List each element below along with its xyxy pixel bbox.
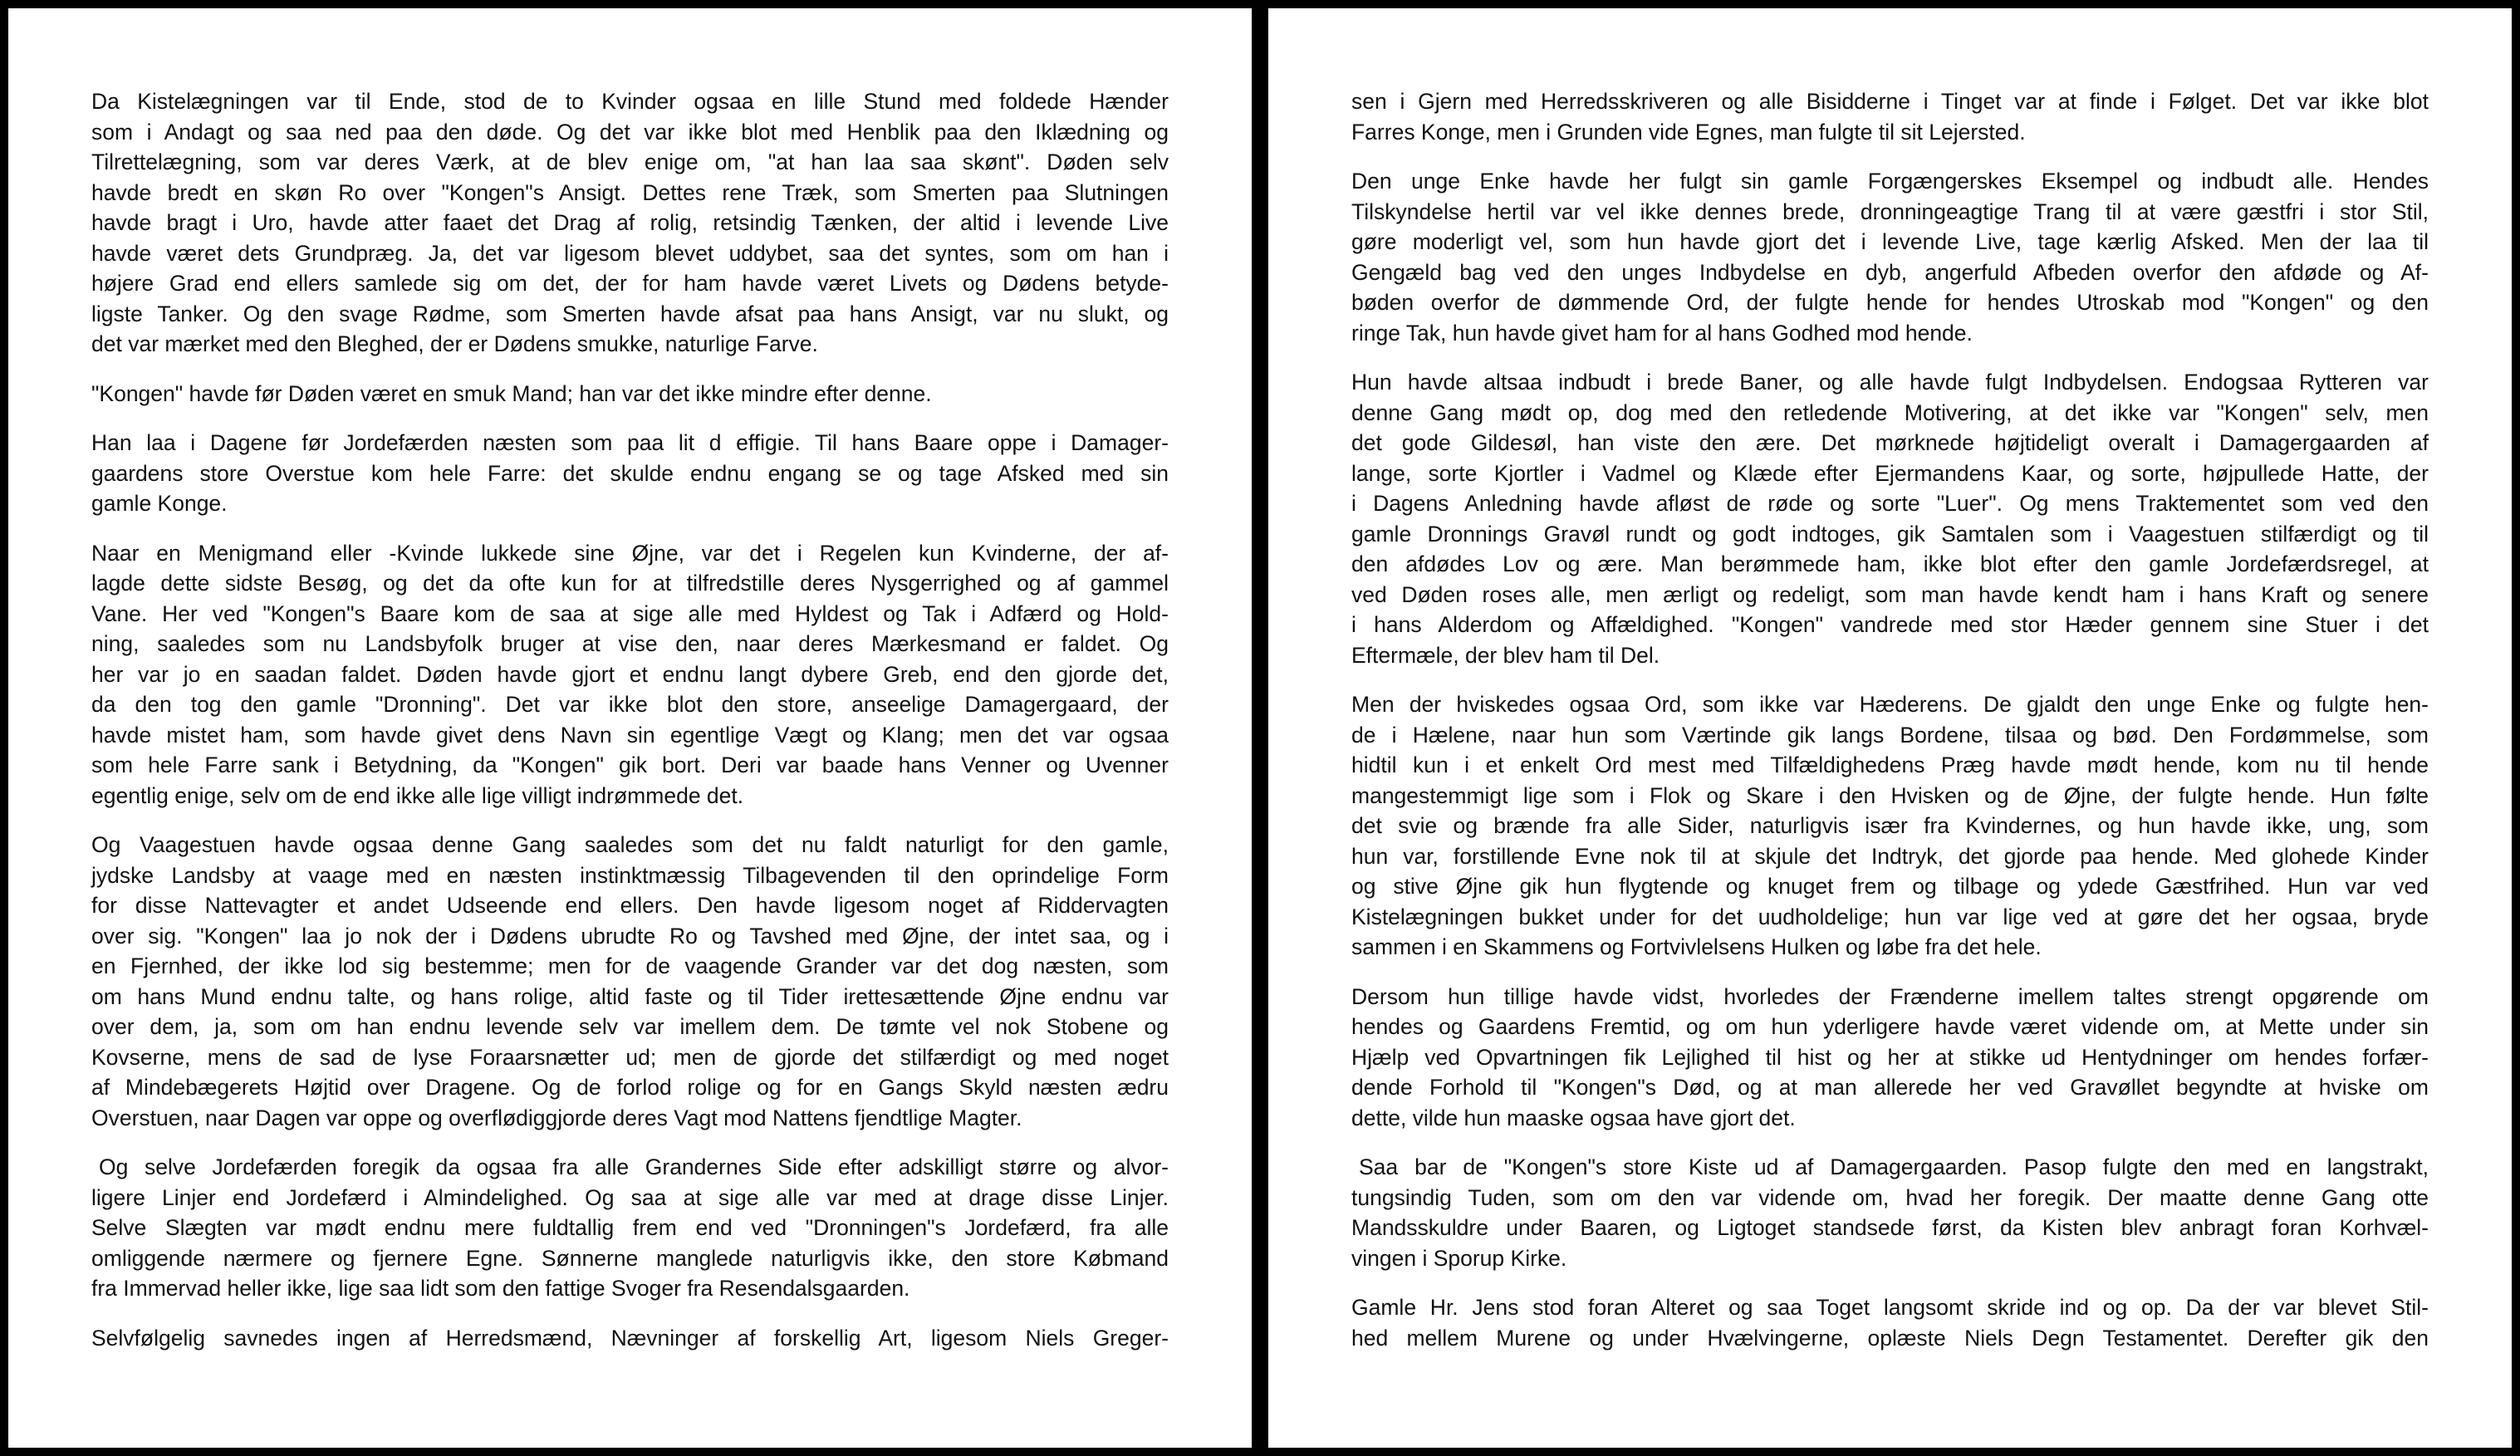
text-line: hendes og Gaardens Fremtid, og om hun yderligere havde været vidende om, at Mette under sin — [1351, 1014, 2429, 1039]
text-line: lange, sorte Kjortler i Vadmel og Klæde efter Ejermandens Kaar, og sorte, højpullede Hatte, der — [1351, 460, 2429, 486]
paragraph — [91, 1323, 1169, 1354]
text-line: Eftermæle, der blev ham til Del. — [1351, 642, 1660, 668]
text-line: i hans Alderdom og Affældighed. "Kongen" vandrede med stor Hæder gennem sine Stuer i det — [1351, 612, 2429, 637]
text-line: Vane. Her ved "Kongen"s Baare kom de saa at sige alle med Hyldest og Tak i Adfærd og Hold- — [91, 601, 1169, 626]
text-line: "Kongen" havde før Døden været en smuk Mand; han var det ikke mindre efter denne. — [91, 380, 932, 406]
text-line: ning, saaledes som nu Landsbyfolk bruger at vise den, naar deres Mærkesmand er faldet. Og — [91, 631, 1169, 656]
paragraph — [91, 538, 1169, 811]
text-line: Tilrettelægning, som var deres Værk, at de blev enige om, "at han laa saa skønt". Døden selv — [91, 150, 1169, 174]
text-line: Tilskyndelse hertil var vel ikke dennes brede, dronningeagtige Trang til at være gæstfri i stor Stil, — [1351, 199, 2429, 224]
text-line: vingen i Sporup Kirke. — [1351, 1245, 1567, 1271]
text-line: og stive Øjne gik hun flygtende og knuget frem og tilbage og ydede Gæstfrihed. Hun var ved — [1351, 874, 2429, 899]
text-line: dende Forhold til "Kongen"s Død, og at man allerede her ved Gravøllet begyndte at hviske om — [1351, 1075, 2429, 1100]
text-line: Han laa i Dagene før Jordefærden næsten som paa lit d effigie. Til hans Baare oppe i Damager- — [91, 430, 1169, 455]
text-line: som hele Farre sank i Betydning, da "Kongen" gik bort. Deri var baade hans Venner og Uvenner — [91, 753, 1169, 777]
text-line: de i Hælene, naar hun som Værtinde gik langs Bordene, tilsaa og bød. Den Fordømmelse, som — [1351, 722, 2429, 748]
paragraph — [91, 428, 1169, 519]
text-line: gøre moderligt vel, som hun havde gjort det i levende Live, tage kærlig Afsked. Men der laa til — [1351, 229, 2429, 254]
text-line: gaardens store Overstue kom hele Farre: det skulde endnu engang se og tage Afsked med sin — [91, 460, 1169, 486]
text-line: fra Immervad heller ikke, lige saa lidt som den fattige Svoger fra Resendalsgaarden. — [91, 1276, 910, 1301]
text-line: egentlig enige, selv om de end ikke alle lige villigt indrømmede det. — [91, 782, 744, 808]
text-line: jydske Landsby at vaage med en næsten instinktmæssig Tilbagevenden til den oprindelige Form — [91, 862, 1169, 888]
text-line: havde været dets Grundpræg. Ja, det var ligesom blevet uddybet, saa det syntes, som om han i — [91, 240, 1169, 266]
text-line: hed mellem Murene og under Hvælvingerne, oplæste Niels Degn Testamentet. Derefter gik den — [1351, 1325, 2429, 1351]
text-line: over dem, ja, som om han endnu levende selv var imellem dem. De tømte vel nok Stobene og — [91, 1014, 1169, 1039]
text-line: for disse Nattevagter et andet Udseende end ellers. Den havde ligesom noget af Riddervagten — [91, 893, 1169, 918]
text-line: sammen i en Skammens og Fortvivlelsens Hulken og løbe fra det hele. — [1351, 934, 2042, 959]
text-line: hidtil kun i et enkelt Ord mest med Tilfældighedens Præg havde mødt hende, kom nu til hende — [1351, 753, 2429, 777]
text-line: bøden overfor de dømmende Ord, der fulgte hende for hendes Utroskab mod "Kongen" og den — [1351, 290, 2429, 315]
text-line: dette, vilde hun maaske ogsaa have gjort det. — [1351, 1105, 1796, 1130]
paragraph — [91, 1152, 1169, 1304]
text-line: gamle Dronnings Gravøl rundt og godt indtoges, gik Samtalen som i Vaagestuen stilfærdigt og til — [1351, 521, 2429, 547]
text-line: hun var, forstillende Evne nok til at skjule det Indtryk, det gjorde paa hende. Med glohede Kinder — [1351, 843, 2429, 869]
text-line: havde mistet ham, som havde givet dens Navn sin egentlige Vægt og Klang; men det var ogsaa — [91, 722, 1169, 748]
right-page — [1268, 8, 2512, 1448]
text-line: Gamle Hr. Jens stod foran Alteret og saa Toget langsomt skride ind og op. Da der var blevet Stil- — [1351, 1295, 2429, 1320]
text-line: havde bredt en skøn Ro over "Kongen"s Ansigt. Dettes rene Træk, som Smerten paa Slutningen — [91, 179, 1169, 205]
text-line: Selvfølgelig savnedes ingen af Herredsmænd, Nævninger af forskellig Art, ligesom Niels Greger- — [91, 1325, 1169, 1351]
paragraph — [1351, 1292, 2429, 1353]
text-line: Og selve Jordefærden foregik da ogsaa fra alle Grandernes Side efter adskilligt større og alvor- — [99, 1155, 1169, 1179]
text-line: Hjælp ved Opvartningen fik Lejlighed til hist og her at stikke ud Hentydninger om hendes forfær- — [1351, 1044, 2429, 1070]
text-line: af Mindebægerets Højtid over Dragene. Og de forlod rolige og for en Gangs Skyld næsten ædru — [91, 1075, 1169, 1100]
text-line: havde bragt i Uro, havde atter faaet det Drag af rolig, retsindig Tænken, der altid i levende Live — [91, 210, 1169, 235]
text-line: ligste Tanker. Og den svage Rødme, som Smerten havde afsat paa hans Ansigt, var nu slukt, og — [91, 301, 1169, 326]
text-line: Selve Slægten var mødt endnu mere fuldtallig frem end ved "Dronningen"s Jordefærd, fra alle — [91, 1215, 1169, 1240]
text-line: Den unge Enke havde her fulgt sin gamle Forgængerskes Eksempel og indbudt alle. Hendes — [1351, 169, 2429, 194]
paragraph — [91, 379, 1169, 409]
text-line: denne Gang mødt op, dog med den retledende Motivering, at det ikke var "Kongen" selv, men — [1351, 400, 2429, 425]
left-page — [8, 8, 1252, 1448]
text-line: Mandsskuldre under Baaren, og Ligtoget standsede først, da Kisten blev anbragt foran Korhvæl- — [1351, 1215, 2429, 1240]
text-line: her var jo en saadan faldet. Døden havde gjort et endnu langt dybere Greb, end den gjorde det, — [91, 661, 1169, 687]
text-line: Og Vaagestuen havde ogsaa denne Gang saaledes som det nu faldt naturligt for den gamle, — [91, 832, 1169, 857]
text-line: omliggende nærmere og fjernere Egne. Sønnerne manglede naturligvis ikke, den store Købmand — [91, 1245, 1169, 1271]
text-line: Naar en Menigmand eller -Kvinde lukkede sine Øjne, var det i Regelen kun Kvinderne, der af- — [91, 540, 1169, 566]
text-line: lagde dette sidste Besøg, og det da ofte kun for at tilfredstille deres Nysgerrighed og af gammel — [91, 571, 1169, 596]
text-line: Kistelægningen bukket under for det uudholdelige; hun var lige ved at gøre det her ogsaa, bryde — [1351, 904, 2429, 929]
text-line: mangestemmigt lige som i Flok og Skare i den Hvisken og de Øjne, der fulgte hende. Hun følte — [1351, 782, 2429, 808]
text-line: Da Kistelægningen var til Ende, stod de to Kvinder ogsaa en lille Stund med foldede Hænder — [91, 89, 1169, 114]
text-line: Overstuen, naar Dagen var oppe og overflødiggjorde deres Vagt mod Nattens fjendtlige Magter. — [91, 1105, 1022, 1130]
text-line: det svie og brænde fra alle Sider, naturligvis især fra Kvindernes, og hun havde ikke, ung, som — [1351, 813, 2429, 838]
text-line: en Fjernhed, der ikke lod sig bestemme; men for de vaagende Grander var det dog næsten, som — [91, 954, 1169, 978]
text-line: Dersom hun tillige havde vidst, hvorledes der Frænderne imellem taltes strengt opgørende om — [1351, 983, 2429, 1009]
text-line: sen i Gjern med Herredsskriveren og alle Bisidderne i Tinget var at finde i Følget. Det var ikke blot — [1351, 89, 2429, 114]
paragraph — [91, 86, 1169, 360]
text-line: over sig. "Kongen" laa jo nok der i Dødens ubrudte Ro og Tavshed med Øjne, der intet saa, og i — [91, 923, 1169, 949]
text-line: tungsindig Tuden, som om den var vidende om, hvad her foregik. Der maatte denne Gang otte — [1351, 1184, 2429, 1210]
text-line: Kovserne, mens de sad de lyse Foraarsnætter ud; men de gjorde det stilfærdigt og med noget — [91, 1044, 1169, 1070]
paragraph — [1351, 86, 2429, 147]
text-line: det var mærket med den Bleghed, der er Dødens smukke, naturlige Farve. — [91, 331, 818, 356]
text-line: ligere Linjer end Jordefærd i Almindelighed. Og saa at sige alle var med at drage disse Linjer. — [91, 1184, 1169, 1210]
text-line: ringe Tak, hun havde givet ham for al hans Godhed mod hende. — [1351, 320, 1973, 346]
paragraph — [1351, 166, 2429, 348]
text-line: da den tog den gamle "Dronning". Det var ikke blot den store, anseelige Damagergaard, der — [91, 692, 1169, 717]
text-line: som i Andagt og saa ned paa den døde. Og det var ikke blot med Henblik paa den Iklædning og — [91, 119, 1169, 145]
text-line: ved Døden roses alle, men ærligt og redeligt, som man havde kendt ham i hans Kraft og senere — [1351, 581, 2429, 607]
text-line: Gengæld bag ved den unges Indbydelse en dyb, angerfuld Afbeden overfor den afdøde og Af- — [1351, 259, 2429, 285]
text-line: gamle Konge. — [91, 491, 228, 516]
text-line: Farres Konge, men i Grunden vide Egnes, man fulgte til sit Lejersted. — [1351, 119, 2026, 145]
text-line: den afdødes Lov og ære. Man berømmede ham, ikke blot efter den gamle Jordefærdsregel, at — [1351, 552, 2429, 576]
paragraph — [1351, 982, 2429, 1134]
text-line: Saa bar de "Kongen"s store Kiste ud af Damagergaarden. Pasop fulgte den med en langstrakt, — [1359, 1155, 2429, 1179]
text-line: højere Grad end ellers samlede sig om det, der for ham havde været Livets og Dødens betyde- — [91, 271, 1169, 296]
text-line: om hans Mund endnu talte, og hans rolige, altid faste og til Tider irettesættende Øjne endnu var — [91, 983, 1169, 1009]
paragraph — [1351, 1152, 2429, 1273]
text-line: det gode Gildesøl, han viste den ære. Det mørknede højtideligt overalt i Damagergaarden af — [1351, 430, 2429, 455]
text-line: i Dagens Anledning havde afløst de røde og sorte "Luer". Og mens Traktementet som ved den — [1351, 491, 2429, 516]
text-line: Hun havde altsaa indbudt i brede Baner, og alle havde fulgt Indbydelsen. Endogsaa Rytteren var — [1351, 370, 2429, 395]
paragraph — [1351, 367, 2429, 670]
text-line: Men der hviskedes ogsaa Ord, som ikke var Hæderens. De gjaldt den unge Enke og fulgte hen- — [1351, 692, 2429, 717]
paragraph — [1351, 689, 2429, 963]
paragraph — [91, 830, 1169, 1133]
